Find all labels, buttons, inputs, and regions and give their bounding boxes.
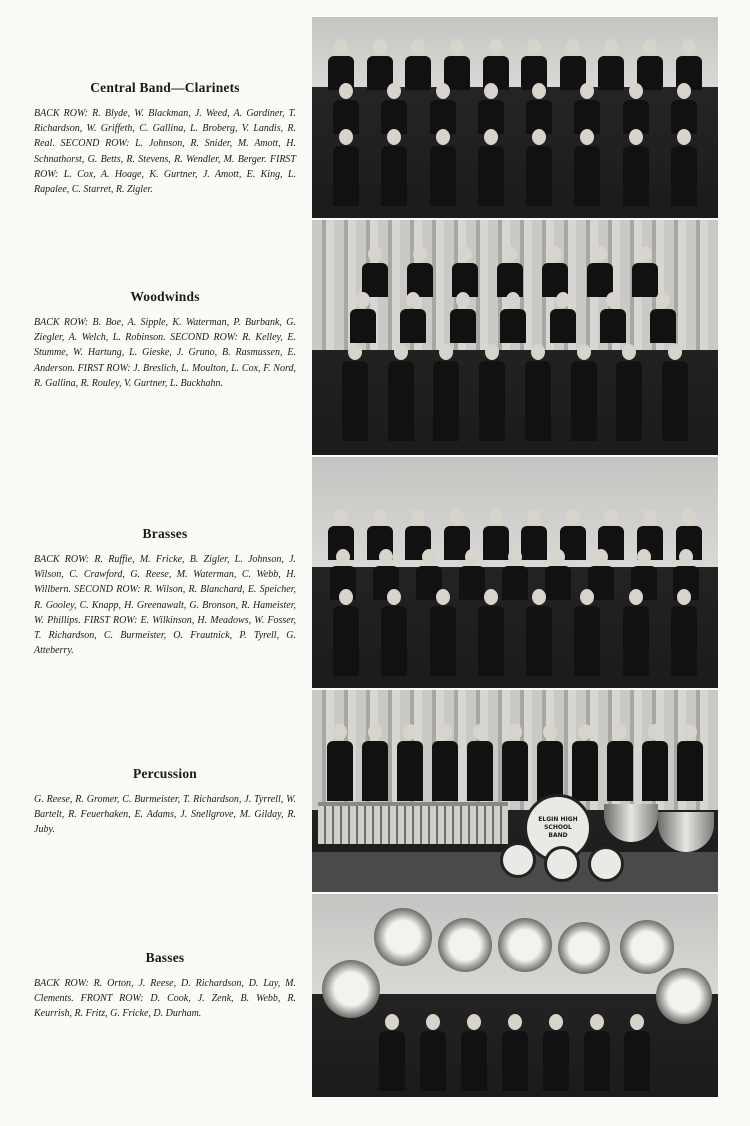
percussion-caption [34,766,296,838]
section-names: BACK ROW: B. Boe, A. Sipple, K. Waterman, P. Burbank, G. Ziegler, A. Welch, L. Robinson. SECOND ROW: R. Kelley, E. Stumme, W. Hartung, L. Gieske, J. Gruno, B. Rasmussen, E. Anderson. FIRST ROW: J. Breslich, L. Moulton, L. Cox, F. Nord, R. Gallina, R. Rouley, V. Gurtner, L. Buckhahn. [34,317,296,389]
clarinets-caption [34,80,296,197]
clarinets-photo [312,17,718,218]
snare-drum [500,842,536,878]
basses-caption [34,950,296,1022]
sousaphone-bell [374,908,432,966]
kettle-drum [658,812,714,852]
brasses-caption [34,526,296,658]
section-title: Woodwinds [130,289,200,304]
brasses-photo [312,457,718,688]
sousaphone-bell [438,918,492,972]
sousaphone-bell [498,918,552,972]
sousaphone-bell [558,922,610,974]
section-names: G. Reese, R. Gromer, C. Burmeister, T. Richardson, J. Tyrrell, W. Bartelt, R. Feuerhaken, E. Adams, J. Snellgrove, M. Gilday, R. Juby. [34,794,296,836]
woodwinds-caption [34,289,296,391]
section-names: BACK ROW: R. Ruffie, M. Fricke, B. Zigler, L. Johnson, J. Wilson, C. Crawford, G. Reese, M. Waterman, C. Webb, H. Willbern. SECOND ROW: R. Wilson, R. Blanchard, E. Speicher, R. Gooley, C. Knapp, H. Greenawalt, G. Bronson, R. Hameister, W. Phillips. FIRST ROW: E. Wilkinson, H. Meadows, W. Fosser, T. Richardson, C. Burmeister, O. Frautnick, P. Tyrell, G. Atteberry. [34,554,296,657]
kettle-drum [604,804,658,842]
woodwinds-photo [312,220,718,455]
sousaphone-bell [620,920,674,974]
basses-photo [312,894,718,1097]
xylophone [318,802,508,844]
section-names: BACK ROW: R. Blyde, W. Blackman, J. Weed, A. Gardiner, T. Richardson, W. Griffeth, C. Gallina, L. Broberg, V. Landis, R. Real. SECOND ROW: L. Johnson, R. Snider, M. Amott, H. Schnathorst, G. Betts, R. Stevens, R. Wendler, M. Berger. FIRST ROW: L. Cox, A. Hoage, K. Gurtner, J. Amott, E. King, L. Rapalee, C. Starret, R. Zigler. [34,108,296,196]
section-names: BACK ROW: R. Orton, J. Reese, D. Richardson, D. Lay, M. Clements. FRONT ROW: D. Cook, J. Zenk, B. Webb, R. Keurrish, R. Fritz, G. Fricke, D. Durham. [34,978,296,1020]
section-title: Percussion [132,766,197,781]
section-title: Brasses [142,526,188,541]
section-title: Central Band—Clarinets [90,80,240,95]
snare-drum [588,846,624,882]
drum-head-text: ELGIN HIGH SCHOOL BAND [538,816,578,839]
sousaphone-bell [322,960,380,1018]
percussion-photo [312,690,718,892]
section-title: Basses [145,950,185,965]
snare-drum [544,846,580,882]
sousaphone-bell [656,968,712,1024]
